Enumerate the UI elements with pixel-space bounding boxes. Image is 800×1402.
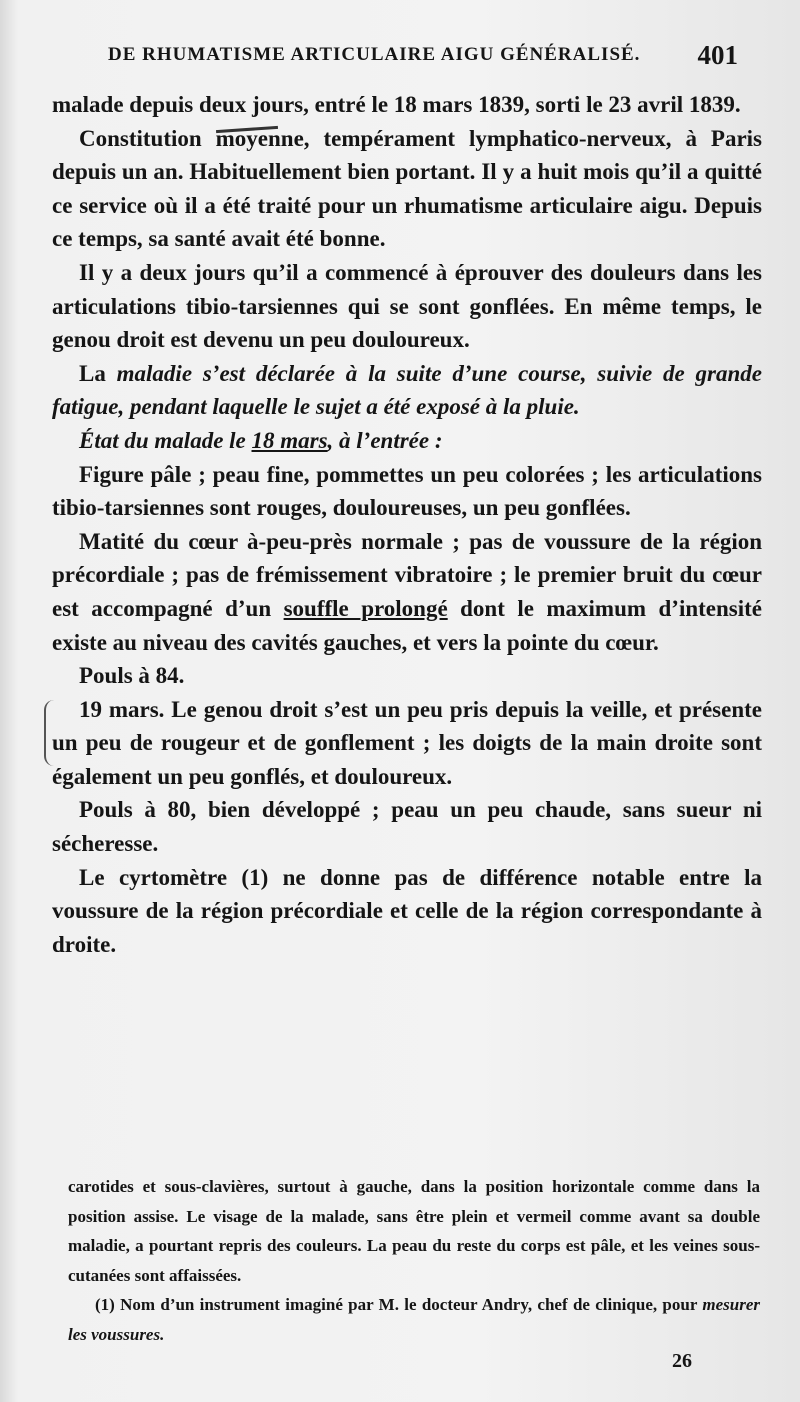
paragraph-7-underlined: souffle prolongé [283, 595, 448, 621]
signature-mark: 26 [672, 1350, 692, 1372]
paragraph-7-a: Matité du cœur à-peu-près normale ; pas de voussure de la région précordiale ; pas de frémissement vibratoire ; le premier bruit du cœur est accompagné d’un [52, 528, 762, 621]
footnotes [68, 1172, 760, 1349]
paragraph-7 [52, 525, 762, 659]
paragraph-2: Constitution moyenne, tempérament lymphatico-nerveux, à Paris depuis un an. Habituellement bien portant. Il y a huit mois qu’il a quitté ce service où il a été traité pour un rhumatisme articulaire aigu. Depuis ce temps, sa santé avait été bonne. [52, 125, 762, 252]
paragraph-9: 19 mars. Le genou droit s’est un peu pris depuis la veille, et présente un peu de rougeur et de gonflement ; les doigts de la main droite sont également un peu gonflés, et douloureux. [52, 696, 762, 789]
paragraph-3: Il y a deux jours qu’il a commencé à éprouver des douleurs dans les articulations tibio-tarsiennes qui se sont gonflées. En même temps, le genou droit est devenu un peu douloureux. [52, 259, 762, 353]
footnote-1-text: (1) Nom d’un instrument imaginé par M. le docteur Andry, chef de clinique, pour [95, 1295, 698, 1314]
paragraph-5 [52, 424, 762, 458]
paragraph-5-a: État du malade le [79, 427, 246, 453]
paragraph-6: Figure pâle ; peau fine, pommettes un peu colorées ; les articulations tibio-tarsiennes sont rouges, douloureuses, un peu gonflées. [52, 461, 762, 521]
paragraph-7-c: dont le maximum d’intensité existe au niveau des cavités gauches, et vers la pointe du cœur. [52, 595, 762, 655]
paragraph-11: Le cyrtomètre (1) ne donne pas de différence notable entre la voussure de la région précordiale et celle de la région correspondante à droite. [52, 864, 762, 957]
body-text [52, 88, 762, 961]
page-header [108, 40, 738, 80]
page-number: 401 [697, 40, 738, 70]
paragraph-4 [52, 357, 762, 424]
paragraph-4-italic: maladie s’est déclarée à la suite d’une course, suivie de grande fatigue, pendant laquelle le sujet a été exposé à la pluie. [52, 360, 762, 420]
paragraph-5-date: 18 mars [251, 427, 328, 453]
paragraph-8: Pouls à 84. [79, 663, 185, 689]
paragraph-1: malade depuis deux jours, entré le 18 mars 1839, sorti le 23 avril 1839. [52, 92, 741, 117]
running-title: DE RHUMATISME ARTICULAIRE AIGU GÉNÉRALISÉ. [108, 44, 641, 65]
footnote-1 [68, 1290, 760, 1349]
paragraph-4-lead: La [79, 360, 106, 386]
paragraph-5-c: , à l’entrée : [327, 427, 443, 453]
footnote-continued: carotides et sous-clavières, surtout à gauche, dans la position horizontale comme dans la position assise. Le visage de la malade, sans être plein et vermeil comme avant sa double maladie, a pourtant repris des couleurs. La peau du reste du corps est pâle, et les veines sous-cutanées sont affaissées. [68, 1177, 760, 1285]
paragraph-10: Pouls à 80, bien développé ; peau un peu chaude, sans sueur ni sécheresse. [52, 797, 762, 857]
footnote-1-italic: mesurer les voussures. [68, 1295, 760, 1344]
